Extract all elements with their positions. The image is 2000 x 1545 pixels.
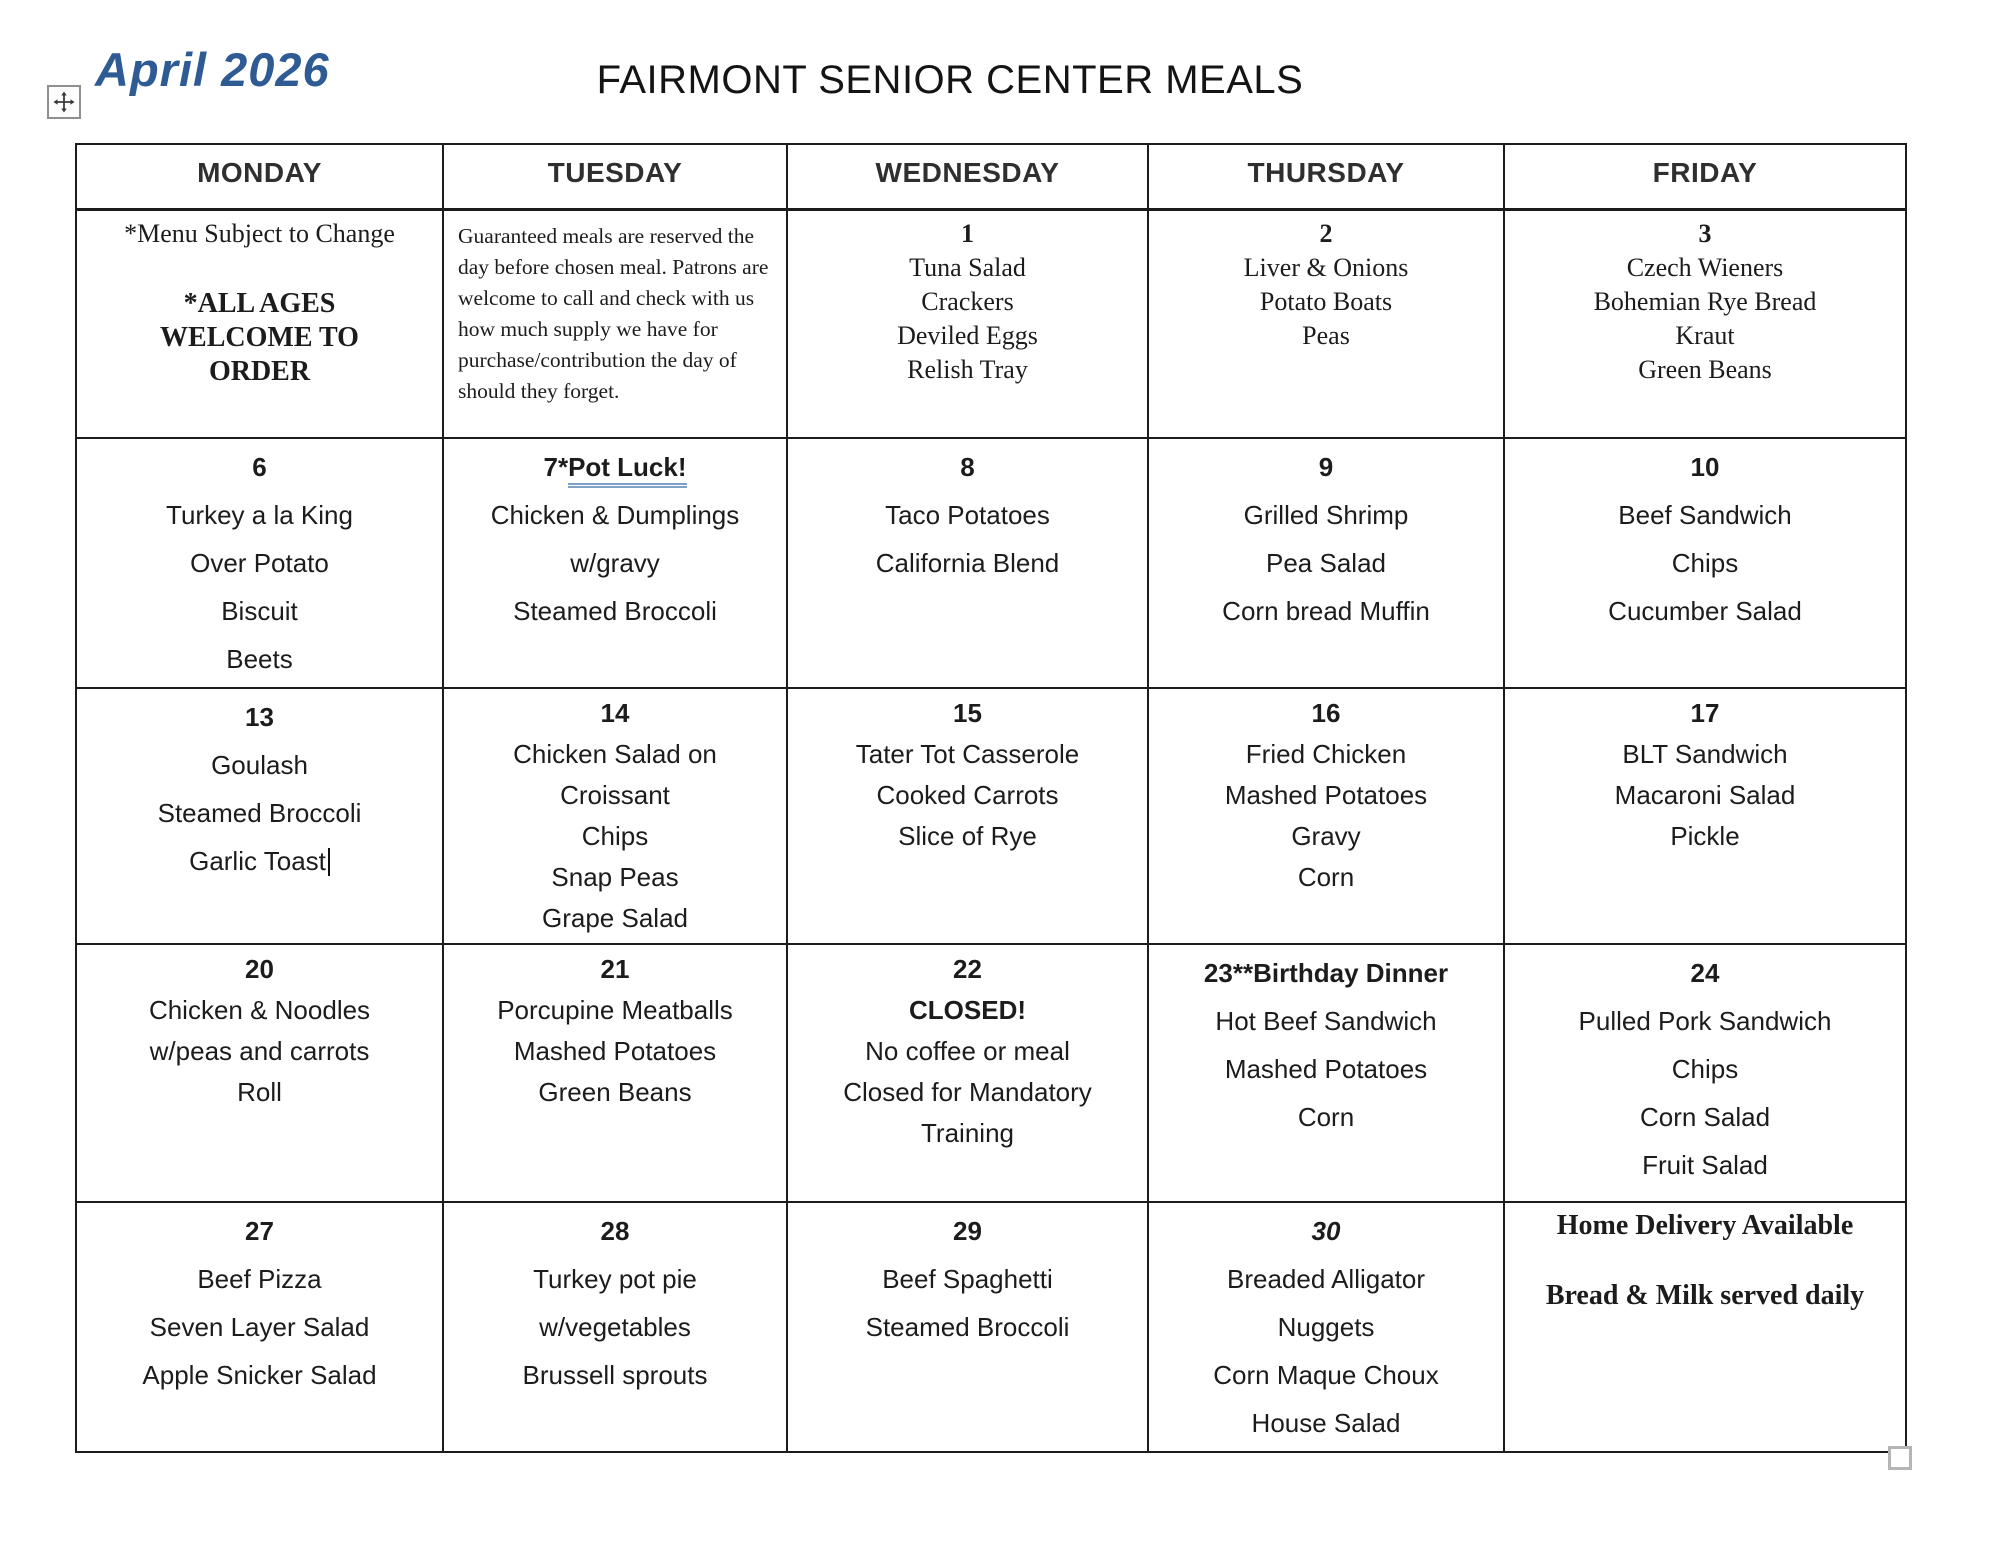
- menu-item: Tater Tot Casserole: [855, 739, 1080, 769]
- column-header[interactable]: MONDAY: [76, 144, 443, 209]
- day-cell[interactable]: [787, 1202, 1148, 1452]
- menu-item: Chicken & Noodles: [148, 995, 371, 1025]
- menu-item: Peas: [1302, 320, 1350, 350]
- date-label: Birthday Dinner: [1253, 958, 1449, 988]
- week-row: [76, 688, 1906, 944]
- menu-item: Bohemian Rye Bread: [1593, 286, 1817, 316]
- date-number: 13: [245, 702, 274, 732]
- menu-item: Corn bread Muffin: [1222, 596, 1430, 626]
- date-line: [1511, 217, 1899, 251]
- day-cell[interactable]: [76, 438, 443, 688]
- day-cell[interactable]: [443, 438, 787, 688]
- menu-item: Turkey a la King: [166, 500, 353, 530]
- menu-item: Beets: [226, 644, 293, 674]
- note-cell[interactable]: [76, 209, 443, 438]
- menu-item: Gravy: [1291, 821, 1361, 851]
- menu-item: Brussell sprouts: [522, 1360, 708, 1390]
- day-cell[interactable]: [1148, 209, 1504, 438]
- menu-item: Cooked Carrots: [876, 780, 1059, 810]
- menu-item: Biscuit: [221, 596, 298, 626]
- column-header[interactable]: TUESDAY: [443, 144, 787, 209]
- menu-item: Apple Snicker Salad: [142, 1360, 377, 1390]
- date-number: 3: [1698, 218, 1712, 248]
- day-cell[interactable]: [76, 1202, 443, 1452]
- day-cell[interactable]: [1504, 438, 1906, 688]
- day-cell[interactable]: [787, 944, 1148, 1202]
- menu-item: California Blend: [875, 548, 1060, 578]
- day-cell[interactable]: [76, 944, 443, 1202]
- note-paragraph: Guaranteed meals are reserved the day before chosen meal. Patrons are welcome to call and check with us how much supply we have for purchase/contribution the day of should they forget.: [458, 223, 769, 403]
- line-gap: [83, 251, 436, 287]
- menu-item: Closed for Mandatory Training: [843, 1077, 1092, 1148]
- date-line: [1155, 217, 1497, 251]
- meals-calendar-table: [75, 143, 1907, 1453]
- menu-item: w/gravy: [570, 548, 660, 578]
- menu-item: No coffee or meal: [865, 1036, 1070, 1066]
- date-number: 6: [252, 452, 267, 482]
- date-number: 10: [1690, 452, 1720, 482]
- menu-item: w/vegetables: [539, 1312, 691, 1342]
- column-header[interactable]: FRIDAY: [1504, 144, 1906, 209]
- menu-item: Mashed Potatoes: [1224, 1054, 1428, 1084]
- week-row: [76, 1202, 1906, 1452]
- date-number: 1: [961, 218, 974, 248]
- day-cell[interactable]: [1504, 944, 1906, 1202]
- date-line: [1155, 693, 1497, 734]
- menu-item: Crackers: [921, 286, 1014, 316]
- day-cell[interactable]: [76, 688, 443, 944]
- page-title[interactable]: FAIRMONT SENIOR CENTER MEALS: [596, 58, 1304, 102]
- menu-item: Pea Salad: [1266, 548, 1386, 578]
- menu-item: Chips: [1671, 1054, 1739, 1084]
- date-line: [450, 443, 780, 491]
- menu-item: Macaroni Salad: [1614, 780, 1796, 810]
- menu-item: Kraut: [1675, 320, 1735, 350]
- date-number: 30: [1311, 1216, 1341, 1246]
- menu-item: Tuna Salad: [909, 252, 1026, 282]
- note-line: Home Delivery Available: [1556, 1210, 1854, 1241]
- menu-item: House Salad: [1251, 1408, 1401, 1438]
- note-line: Bread & Milk served daily: [1545, 1280, 1865, 1311]
- menu-item: Czech Wieners: [1626, 252, 1784, 282]
- menu-item: Grilled Shrimp: [1243, 500, 1409, 530]
- menu-item: Garlic Toast: [83, 837, 436, 885]
- date-number: 27: [245, 1216, 274, 1246]
- menu-item: BLT Sandwich: [1622, 739, 1788, 769]
- day-cell[interactable]: [443, 1202, 787, 1452]
- menu-item: Mashed Potatoes: [513, 1036, 717, 1066]
- day-cell[interactable]: [1148, 1202, 1504, 1452]
- day-cell[interactable]: [1504, 688, 1906, 944]
- date-label: Pot Luck!: [568, 452, 686, 488]
- date-line: [1155, 949, 1497, 997]
- note-line: WELCOME TO: [160, 321, 359, 353]
- menu-item: Corn Salad: [1639, 1102, 1771, 1132]
- menu-item: Corn: [1297, 1102, 1355, 1132]
- date-number: 23**: [1203, 958, 1254, 988]
- date-line: [450, 1207, 780, 1255]
- day-cell[interactable]: [787, 438, 1148, 688]
- note-line: *ALL AGES: [183, 287, 336, 319]
- menu-item: Beef Sandwich: [1618, 500, 1792, 530]
- menu-item: CLOSED!: [909, 995, 1026, 1025]
- date-line: [83, 693, 436, 741]
- day-cell[interactable]: [787, 209, 1148, 438]
- week-row: [76, 944, 1906, 1202]
- day-cell[interactable]: [443, 688, 787, 944]
- text-caret: [328, 848, 330, 876]
- date-line: [794, 217, 1141, 251]
- date-line: [83, 443, 436, 491]
- menu-item: Steamed Broccoli: [157, 798, 362, 828]
- menu-item: Mashed Potatoes: [1224, 780, 1428, 810]
- date-line: [1155, 443, 1497, 491]
- menu-item: Taco Potatoes: [885, 500, 1050, 530]
- date-line: [83, 949, 436, 990]
- menu-item: Croissant: [560, 780, 670, 810]
- menu-item: Green Beans: [1638, 354, 1772, 384]
- table-move-handle[interactable]: [47, 85, 81, 119]
- menu-item: w/peas and carrots: [149, 1036, 370, 1066]
- date-number: 7*: [543, 452, 569, 482]
- menu-item: Over Potato: [190, 548, 329, 578]
- date-line: [1511, 949, 1899, 997]
- column-header[interactable]: WEDNESDAY: [787, 144, 1148, 209]
- line-gap: [1511, 1243, 1899, 1279]
- note-cell[interactable]: [1504, 1202, 1906, 1452]
- date-line: [1155, 1207, 1497, 1255]
- table-resize-handle[interactable]: [1888, 1446, 1912, 1470]
- menu-item: Beef Pizza: [197, 1264, 322, 1294]
- menu-item: Hot Beef Sandwich: [1215, 1006, 1437, 1036]
- day-cell[interactable]: [1148, 688, 1504, 944]
- week-row: [76, 209, 1906, 438]
- menu-item: Goulash: [211, 750, 308, 780]
- menu-item: Relish Tray: [907, 354, 1028, 384]
- date-line: [794, 949, 1141, 990]
- note-line: *Menu Subject to Change: [124, 218, 395, 248]
- menu-item: Pulled Pork Sandwich: [1578, 1006, 1832, 1036]
- date-number: 14: [600, 698, 630, 728]
- date-number: 22: [953, 954, 982, 984]
- date-line: [794, 693, 1141, 734]
- menu-item: Liver & Onions: [1243, 252, 1409, 282]
- menu-item: Steamed Broccoli: [865, 1312, 1070, 1342]
- date-line: [794, 443, 1141, 491]
- column-header[interactable]: THURSDAY: [1148, 144, 1504, 209]
- menu-item: Pickle: [1670, 821, 1740, 851]
- menu-item: Fried Chicken: [1245, 739, 1407, 769]
- four-way-move-icon: [52, 90, 76, 114]
- menu-item: Potato Boats: [1259, 286, 1393, 316]
- date-line: [1511, 693, 1899, 734]
- menu-item: Beef Spaghetti: [882, 1264, 1053, 1294]
- menu-item: Corn: [1297, 862, 1355, 892]
- day-cell[interactable]: [443, 944, 787, 1202]
- menu-item: Cucumber Salad: [1608, 596, 1802, 626]
- day-cell[interactable]: [1148, 438, 1504, 688]
- weekday-header-row: [76, 144, 1906, 209]
- date-line: [794, 1207, 1141, 1255]
- menu-item: Snap Peas: [551, 862, 679, 892]
- menu-item: Chips: [1671, 548, 1739, 578]
- day-cell[interactable]: [1504, 209, 1906, 438]
- date-number: 2: [1319, 218, 1333, 248]
- month-title[interactable]: April 2026: [95, 43, 330, 96]
- date-line: [1511, 443, 1899, 491]
- date-number: 28: [600, 1216, 630, 1246]
- menu-item: Fruit Salad: [1642, 1150, 1768, 1180]
- menu-item: Breaded Alligator: [1226, 1264, 1426, 1294]
- date-line: [450, 693, 780, 734]
- menu-item: Deviled Eggs: [897, 320, 1038, 350]
- date-number: 20: [245, 954, 274, 984]
- date-number: 17: [1690, 698, 1720, 728]
- date-number: 29: [953, 1216, 982, 1246]
- menu-item: Slice of Rye: [898, 821, 1037, 851]
- date-number: 9: [1318, 452, 1334, 482]
- day-cell[interactable]: [787, 688, 1148, 944]
- date-number: 24: [1690, 958, 1720, 988]
- menu-item: Green Beans: [538, 1077, 692, 1107]
- date-number: 21: [600, 954, 630, 984]
- date-number: 16: [1311, 698, 1341, 728]
- menu-item: Chips: [581, 821, 649, 851]
- menu-item: Turkey pot pie: [533, 1264, 697, 1294]
- menu-item: Nuggets: [1277, 1312, 1375, 1342]
- date-number: 15: [953, 698, 982, 728]
- date-line: [450, 949, 780, 990]
- week-row: [76, 438, 1906, 688]
- day-cell[interactable]: [1148, 944, 1504, 1202]
- menu-item: Chicken & Dumplings: [490, 500, 740, 530]
- menu-item: Corn Maque Choux: [1213, 1360, 1439, 1390]
- menu-item: Chicken Salad on: [513, 739, 717, 769]
- date-number: 8: [960, 452, 975, 482]
- menu-item: Roll: [237, 1077, 282, 1107]
- note-cell[interactable]: [443, 209, 787, 438]
- note-line: ORDER: [208, 355, 311, 387]
- menu-item: Grape Salad: [542, 903, 688, 933]
- menu-item: Seven Layer Salad: [149, 1312, 370, 1342]
- menu-item: Steamed Broccoli: [513, 596, 717, 626]
- date-line: [83, 1207, 436, 1255]
- menu-item: Porcupine Meatballs: [497, 995, 733, 1025]
